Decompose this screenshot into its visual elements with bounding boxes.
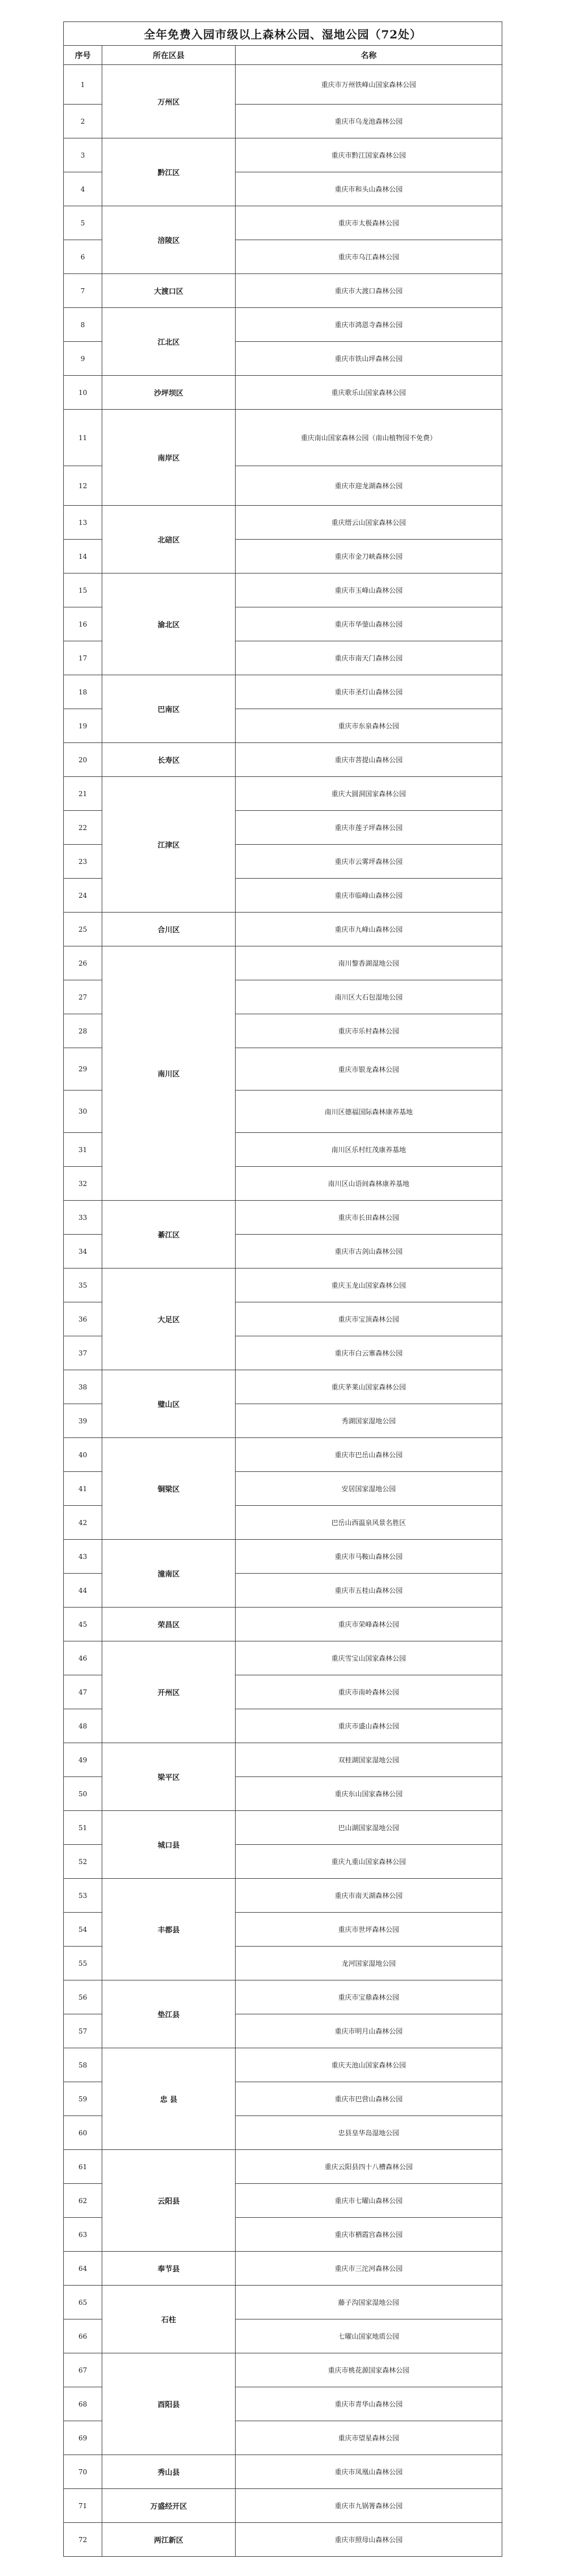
park-name-cell: 南川黎香湖湿地公园 — [236, 946, 502, 980]
row-number-cell: 72 — [64, 2523, 102, 2557]
row-number-cell: 20 — [64, 743, 102, 777]
park-name-cell: 重庆市银龙森林公园 — [236, 1048, 502, 1091]
district-cell: 合川区 — [102, 913, 236, 946]
row-number-cell: 22 — [64, 811, 102, 845]
row-number-cell: 43 — [64, 1540, 102, 1574]
district-cell: 城口县 — [102, 1811, 236, 1879]
district-cell: 长寿区 — [102, 743, 236, 777]
row-number-cell: 42 — [64, 1506, 102, 1540]
row-number-cell: 26 — [64, 946, 102, 980]
district-cell: 南岸区 — [102, 410, 236, 506]
table-row — [64, 138, 502, 172]
park-table — [63, 21, 502, 2557]
row-number-cell: 10 — [64, 376, 102, 410]
row-number-cell: 9 — [64, 342, 102, 376]
table-row — [64, 410, 502, 466]
park-name-cell: 重庆市菩提山森林公园 — [236, 743, 502, 777]
row-number-cell: 17 — [64, 641, 102, 675]
park-name-cell: 忠县皇华岛湿地公园 — [236, 2116, 502, 2150]
row-number-cell: 59 — [64, 2082, 102, 2116]
row-number-cell: 35 — [64, 1269, 102, 1302]
park-name-cell: 重庆市长田森林公园 — [236, 1201, 502, 1235]
row-number-cell: 27 — [64, 980, 102, 1014]
row-number-cell: 58 — [64, 2048, 102, 2082]
row-number-cell: 53 — [64, 1879, 102, 1913]
table-row — [64, 1641, 502, 1675]
park-name-cell: 重庆歌乐山国家森林公园 — [236, 376, 502, 410]
park-name-cell: 重庆市青华山森林公园 — [236, 2387, 502, 2421]
district-cell: 铜梁区 — [102, 1438, 236, 1540]
park-name-cell: 重庆市乐村森林公园 — [236, 1014, 502, 1048]
park-name-cell: 重庆市白云寨森林公园 — [236, 1336, 502, 1370]
row-number-cell: 57 — [64, 2014, 102, 2048]
park-name-cell: 南川区德福国际森林康养基地 — [236, 1091, 502, 1133]
table-row — [64, 1201, 502, 1235]
park-name-cell: 重庆市凤凰山森林公园 — [236, 2455, 502, 2489]
park-name-cell: 重庆市九锅箐森林公园 — [236, 2489, 502, 2523]
row-number-cell: 50 — [64, 1777, 102, 1811]
district-cell: 璧山区 — [102, 1370, 236, 1438]
table-row — [64, 1879, 502, 1913]
district-cell: 垫江县 — [102, 1980, 236, 2048]
district-cell: 秀山县 — [102, 2455, 236, 2489]
park-name-cell: 南川区山语间森林康养基地 — [236, 1167, 502, 1201]
park-name-cell: 重庆茅莱山国家森林公园 — [236, 1370, 502, 1404]
park-name-cell: 七曜山国家地质公园 — [236, 2319, 502, 2353]
row-number-cell: 62 — [64, 2184, 102, 2218]
park-name-cell: 重庆市和头山森林公园 — [236, 172, 502, 206]
table-row — [64, 2252, 502, 2286]
park-name-cell: 重庆市荣峰森林公园 — [236, 1608, 502, 1641]
park-name-cell: 重庆市黔江国家森林公园 — [236, 138, 502, 172]
table-row — [64, 2286, 502, 2319]
table-row — [64, 1743, 502, 1777]
table-row — [64, 376, 502, 410]
park-name-cell: 重庆市望星森林公园 — [236, 2421, 502, 2455]
row-number-cell: 39 — [64, 1404, 102, 1438]
row-number-cell: 31 — [64, 1133, 102, 1167]
table-row — [64, 2048, 502, 2082]
park-name-cell: 重庆玉龙山国家森林公园 — [236, 1269, 502, 1302]
table-row — [64, 1980, 502, 2014]
table-row — [64, 274, 502, 308]
row-number-cell: 52 — [64, 1845, 102, 1879]
table-row — [64, 574, 502, 607]
park-name-cell: 重庆市世坪森林公园 — [236, 1913, 502, 1947]
district-cell: 石柱 — [102, 2286, 236, 2353]
row-number-cell: 49 — [64, 1743, 102, 1777]
park-name-cell: 重庆市南天门森林公园 — [236, 641, 502, 675]
table-row — [64, 946, 502, 980]
row-number-cell: 68 — [64, 2387, 102, 2421]
park-name-cell: 重庆市云雾坪森林公园 — [236, 845, 502, 879]
park-name-cell: 巴岳山西温泉风景名胜区 — [236, 1506, 502, 1540]
row-number-cell: 16 — [64, 607, 102, 641]
district-cell: 两江新区 — [102, 2523, 236, 2557]
table-row — [64, 1608, 502, 1641]
park-name-cell: 重庆市圣灯山森林公园 — [236, 675, 502, 709]
district-cell: 北碚区 — [102, 506, 236, 574]
park-name-cell: 重庆南山国家森林公园（南山植物园不免费） — [236, 410, 502, 466]
park-name-cell: 重庆市宝鼎森林公园 — [236, 1980, 502, 2014]
park-name-cell: 巴山湖国家湿地公园 — [236, 1811, 502, 1845]
table-row — [64, 2489, 502, 2523]
park-name-cell: 重庆市金刀峡森林公园 — [236, 540, 502, 574]
table-row — [64, 913, 502, 946]
row-number-cell: 60 — [64, 2116, 102, 2150]
table-row — [64, 675, 502, 709]
park-name-cell: 重庆市明月山森林公园 — [236, 2014, 502, 2048]
row-number-cell: 67 — [64, 2353, 102, 2387]
table-row — [64, 2150, 502, 2184]
row-number-cell: 33 — [64, 1201, 102, 1235]
district-cell: 奉节县 — [102, 2252, 236, 2286]
table-row — [64, 2455, 502, 2489]
park-name-cell: 重庆云阳县四十八槽森林公园 — [236, 2150, 502, 2184]
table-row — [64, 2523, 502, 2557]
park-name-cell: 秀湖国家湿地公园 — [236, 1404, 502, 1438]
park-name-cell: 重庆市五桂山森林公园 — [236, 1574, 502, 1608]
park-name-cell: 南川区大石包湿地公园 — [236, 980, 502, 1014]
park-name-cell: 重庆市七曜山森林公园 — [236, 2184, 502, 2218]
row-number-cell: 13 — [64, 506, 102, 540]
table-row — [64, 1370, 502, 1404]
table-row — [64, 777, 502, 811]
row-number-cell: 8 — [64, 308, 102, 342]
table-row — [64, 506, 502, 540]
row-number-cell: 56 — [64, 1980, 102, 2014]
park-name-cell: 重庆市南天湖森林公园 — [236, 1879, 502, 1913]
row-number-cell: 34 — [64, 1235, 102, 1269]
row-number-cell: 5 — [64, 206, 102, 240]
row-number-cell: 12 — [64, 466, 102, 506]
row-number-cell: 14 — [64, 540, 102, 574]
row-number-cell: 41 — [64, 1472, 102, 1506]
park-name-cell: 重庆市临峰山森林公园 — [236, 879, 502, 913]
park-name-cell: 重庆市莲子坪森林公园 — [236, 811, 502, 845]
park-name-cell: 重庆市乌龙池森林公园 — [236, 105, 502, 138]
park-name-cell: 重庆市桃花源国家森林公园 — [236, 2353, 502, 2387]
district-cell: 黔江区 — [102, 138, 236, 206]
row-number-cell: 64 — [64, 2252, 102, 2286]
row-number-cell: 65 — [64, 2286, 102, 2319]
district-cell: 荣昌区 — [102, 1608, 236, 1641]
park-name-cell: 双桂湖国家湿地公园 — [236, 1743, 502, 1777]
row-number-cell: 37 — [64, 1336, 102, 1370]
row-number-cell: 45 — [64, 1608, 102, 1641]
park-name-cell: 重庆市万州铁峰山国家森林公园 — [236, 65, 502, 105]
district-cell: 渝北区 — [102, 574, 236, 675]
row-number-cell: 61 — [64, 2150, 102, 2184]
park-name-cell: 安居国家湿地公园 — [236, 1472, 502, 1506]
row-number-cell: 3 — [64, 138, 102, 172]
park-name-cell: 重庆市栖霞宫森林公园 — [236, 2218, 502, 2252]
park-name-cell: 重庆市鸿恩寺森林公园 — [236, 308, 502, 342]
park-name-cell: 重庆市铁山坪森林公园 — [236, 342, 502, 376]
row-number-cell: 47 — [64, 1675, 102, 1709]
row-number-cell: 44 — [64, 1574, 102, 1608]
header-name: 名称 — [236, 46, 502, 65]
park-name-cell: 重庆市大渡口森林公园 — [236, 274, 502, 308]
row-number-cell: 24 — [64, 879, 102, 913]
district-cell: 丰都县 — [102, 1879, 236, 1980]
park-name-cell: 龙河国家湿地公园 — [236, 1947, 502, 1980]
table-row — [64, 308, 502, 342]
row-number-cell: 7 — [64, 274, 102, 308]
park-list-document — [63, 21, 502, 2557]
table-row — [64, 206, 502, 240]
park-name-cell: 重庆市华蓥山森林公园 — [236, 607, 502, 641]
park-name-cell: 重庆市南岭森林公园 — [236, 1675, 502, 1709]
row-number-cell: 38 — [64, 1370, 102, 1404]
row-number-cell: 46 — [64, 1641, 102, 1675]
district-cell: 云阳县 — [102, 2150, 236, 2252]
park-name-cell: 藤子沟国家湿地公园 — [236, 2286, 502, 2319]
table-title: 全年免费入园市级以上森林公园、湿地公园（72处） — [64, 22, 502, 46]
district-cell: 忠 县 — [102, 2048, 236, 2150]
park-name-cell: 重庆大圆洞国家森林公园 — [236, 777, 502, 811]
district-cell: 万州区 — [102, 65, 236, 138]
park-name-cell: 重庆市九峰山森林公园 — [236, 913, 502, 946]
row-number-cell: 48 — [64, 1709, 102, 1743]
row-number-cell: 19 — [64, 709, 102, 743]
row-number-cell: 55 — [64, 1947, 102, 1980]
park-name-cell: 重庆市古剑山森林公园 — [236, 1235, 502, 1269]
park-name-cell: 重庆市盛山森林公园 — [236, 1709, 502, 1743]
table-row — [64, 1438, 502, 1472]
park-name-cell: 重庆市照母山森林公园 — [236, 2523, 502, 2557]
row-number-cell: 6 — [64, 240, 102, 274]
row-number-cell: 15 — [64, 574, 102, 607]
table-row — [64, 1540, 502, 1574]
park-name-cell: 重庆天池山国家森林公园 — [236, 2048, 502, 2082]
title-row — [64, 22, 502, 46]
table-row — [64, 1269, 502, 1302]
district-cell: 江北区 — [102, 308, 236, 376]
park-name-cell: 重庆市玉峰山森林公园 — [236, 574, 502, 607]
header-district: 所在区县 — [102, 46, 236, 65]
park-name-cell: 重庆市宝顶森林公园 — [236, 1302, 502, 1336]
district-cell: 酉阳县 — [102, 2353, 236, 2455]
row-number-cell: 30 — [64, 1091, 102, 1133]
row-number-cell: 32 — [64, 1167, 102, 1201]
table-row — [64, 743, 502, 777]
park-name-cell: 重庆雪宝山国家森林公园 — [236, 1641, 502, 1675]
park-name-cell: 重庆市巴岳山森林公园 — [236, 1438, 502, 1472]
district-cell: 潼南区 — [102, 1540, 236, 1608]
row-number-cell: 63 — [64, 2218, 102, 2252]
district-cell: 巴南区 — [102, 675, 236, 743]
park-name-cell: 重庆缙云山国家森林公园 — [236, 506, 502, 540]
district-cell: 大足区 — [102, 1269, 236, 1370]
row-number-cell: 69 — [64, 2421, 102, 2455]
row-number-cell: 11 — [64, 410, 102, 466]
row-number-cell: 54 — [64, 1913, 102, 1947]
district-cell: 梁平区 — [102, 1743, 236, 1811]
park-name-cell: 重庆东山国家森林公园 — [236, 1777, 502, 1811]
row-number-cell: 51 — [64, 1811, 102, 1845]
district-cell: 开州区 — [102, 1641, 236, 1743]
row-number-cell: 40 — [64, 1438, 102, 1472]
district-cell: 江津区 — [102, 777, 236, 913]
park-name-cell: 重庆市太极森林公园 — [236, 206, 502, 240]
district-cell: 涪陵区 — [102, 206, 236, 274]
district-cell: 沙坪坝区 — [102, 376, 236, 410]
park-name-cell: 重庆市乌江森林公园 — [236, 240, 502, 274]
row-number-cell: 23 — [64, 845, 102, 879]
row-number-cell: 71 — [64, 2489, 102, 2523]
row-number-cell: 2 — [64, 105, 102, 138]
row-number-cell: 21 — [64, 777, 102, 811]
row-number-cell: 29 — [64, 1048, 102, 1091]
district-cell: 綦江区 — [102, 1201, 236, 1269]
row-number-cell: 4 — [64, 172, 102, 206]
row-number-cell: 1 — [64, 65, 102, 105]
park-name-cell: 南川区乐村红茂康养基地 — [236, 1133, 502, 1167]
row-number-cell: 18 — [64, 675, 102, 709]
park-name-cell: 重庆市马鞍山森林公园 — [236, 1540, 502, 1574]
park-name-cell: 重庆市东泉森林公园 — [236, 709, 502, 743]
park-name-cell: 重庆市迎龙湖森林公园 — [236, 466, 502, 506]
district-cell: 大渡口区 — [102, 274, 236, 308]
park-name-cell: 重庆市巴营山森林公园 — [236, 2082, 502, 2116]
district-cell: 万盛经开区 — [102, 2489, 236, 2523]
table-body — [64, 65, 502, 2557]
table-row — [64, 65, 502, 105]
row-number-cell: 28 — [64, 1014, 102, 1048]
row-number-cell: 25 — [64, 913, 102, 946]
row-number-cell: 70 — [64, 2455, 102, 2489]
row-number-cell: 36 — [64, 1302, 102, 1336]
table-row — [64, 2353, 502, 2387]
header-number: 序号 — [64, 46, 102, 65]
park-name-cell: 重庆九重山国家森林公园 — [236, 1845, 502, 1879]
park-name-cell: 重庆市三沱河森林公园 — [236, 2252, 502, 2286]
header-row — [64, 46, 502, 65]
table-row — [64, 1811, 502, 1845]
district-cell: 南川区 — [102, 946, 236, 1201]
row-number-cell: 66 — [64, 2319, 102, 2353]
